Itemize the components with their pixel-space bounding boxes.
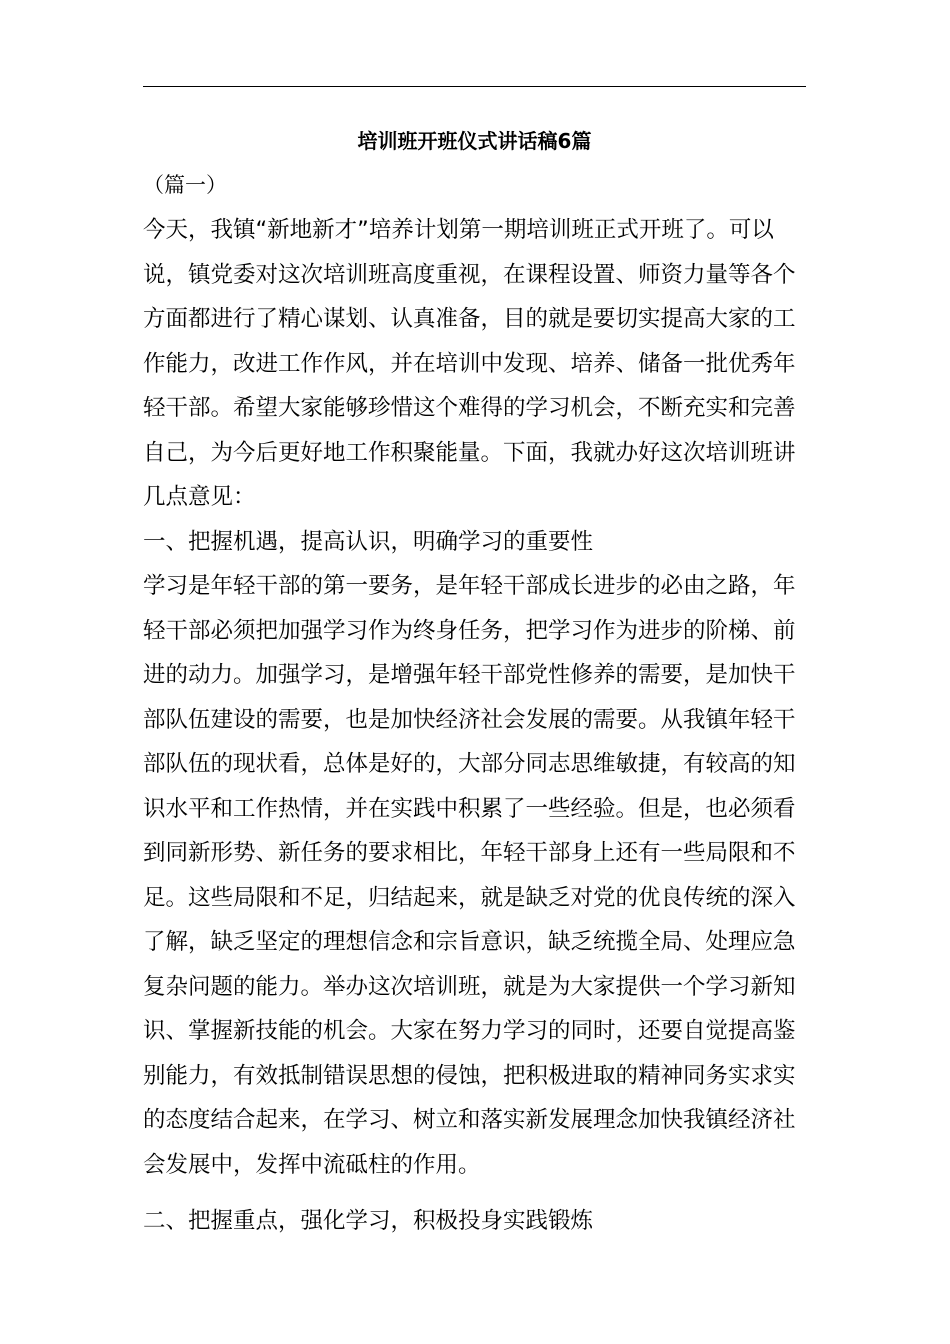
paragraph-gap <box>143 1187 806 1199</box>
section-label: （篇一） <box>143 173 227 197</box>
section-heading-2: 二、把握重点，强化学习，积极投身实践锻炼 <box>143 1208 594 1234</box>
section1-line: 部队伍建设的需要，也是加快经济社会发展的需要。从我镇年轻干 <box>143 706 796 733</box>
section1-line: 足。这些局限和不足，归结起来，就是缺乏对党的优良传统的深入 <box>143 884 796 911</box>
section1-line: 轻干部必须把加强学习作为终身任务，把学习作为进步的阶梯、前 <box>143 617 796 644</box>
section1-line: 别能力，有效抵制错误思想的侵蚀，把积极进取的精神同务实求实 <box>143 1062 796 1089</box>
section1-line: 学习是年轻干部的第一要务，是年轻干部成长进步的必由之路，年 <box>143 573 796 599</box>
section1-line: 识、掌握新技能的机会。大家在努力学习的同时，还要自觉提高鉴 <box>143 1018 796 1044</box>
section1-line: 的态度结合起来，在学习、树立和落实新发展理念加快我镇经济社 <box>143 1107 796 1133</box>
section1-line: 了解，缺乏坚定的理想信念和宗旨意识，缺乏统揽全局、处理应急 <box>143 929 796 955</box>
header-rule <box>143 86 806 87</box>
section1-line: 部队伍的现状看，总体是好的，大部分同志思维敏捷，有较高的知 <box>143 751 796 777</box>
intro-line: 今天，我镇“新地新才”培养计划第一期培训班正式开班了。可以 <box>143 217 774 243</box>
document-body <box>143 208 806 1244</box>
section1-line: 复杂问题的能力。举办这次培训班，就是为大家提供一个学习新知 <box>143 973 796 1000</box>
intro-line: 几点意见： <box>143 484 256 510</box>
intro-line: 自己，为今后更好地工作积聚能量。下面，我就办好这次培训班讲 <box>143 439 796 466</box>
intro-line: 说，镇党委对这次培训班高度重视，在课程设置、师资力量等各个 <box>143 261 796 288</box>
document-title: 培训班开班仪式讲话稿6篇 <box>357 129 592 153</box>
section-heading-1: 一、把握机遇，提高认识，明确学习的重要性 <box>143 528 594 555</box>
intro-line: 方面都进行了精心谋划、认真准备，目的就是要切实提高大家的工 <box>143 306 796 332</box>
section1-line: 会发展中，发挥中流砥柱的作用。 <box>143 1151 481 1178</box>
intro-line: 作能力，改进工作作风，并在培训中发现、培养、储备一批优秀年 <box>143 350 796 377</box>
intro-line: 轻干部。希望大家能够珍惜这个难得的学习机会，不断充实和完善 <box>143 395 796 421</box>
section1-line: 识水平和工作热情，并在实践中积累了一些经验。但是，也必须看 <box>143 795 796 822</box>
section1-line: 进的动力。加强学习，是增强年轻干部党性修养的需要，是加快干 <box>143 662 796 688</box>
section1-line: 到同新形势、新任务的要求相比，年轻干部身上还有一些局限和不 <box>143 840 796 866</box>
